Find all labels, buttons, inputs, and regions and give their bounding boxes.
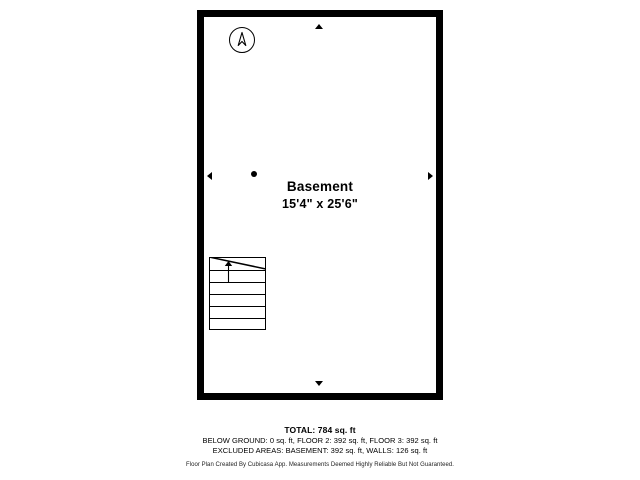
stair-step — [210, 318, 265, 319]
wall-tick-top — [315, 24, 323, 29]
stairs-shape — [209, 257, 266, 330]
room-name: Basement — [286, 179, 354, 194]
footer-summary — [0, 425, 640, 470]
floor-plan-diagram — [197, 10, 443, 400]
compass-north-icon — [228, 26, 256, 54]
total-area-label: TOTAL: 784 sq. ft — [284, 425, 356, 435]
excluded-areas-breakdown: EXCLUDED AREAS: BASEMENT: 392 sq. ft, WALLS: 126 sq. ft — [212, 446, 428, 455]
disclaimer-text: Floor Plan Created By Cubicasa App. Measurements Deemed Highly Reliable But Not Guaranteed. — [185, 462, 455, 468]
room-label — [197, 178, 443, 212]
stair-step — [210, 306, 265, 307]
stair-step — [210, 270, 265, 271]
floor-marker-dot — [251, 171, 257, 177]
stair-step — [210, 282, 265, 283]
below-ground-breakdown: BELOW GROUND: 0 sq. ft, FLOOR 2: 392 sq. ft, FLOOR 3: 392 sq. ft — [202, 436, 438, 445]
wall-tick-bottom — [315, 381, 323, 386]
room-dimensions: 15'4" x 25'6" — [281, 197, 358, 211]
stair-step — [210, 294, 265, 295]
stairs-up-arrow-icon — [223, 260, 234, 282]
